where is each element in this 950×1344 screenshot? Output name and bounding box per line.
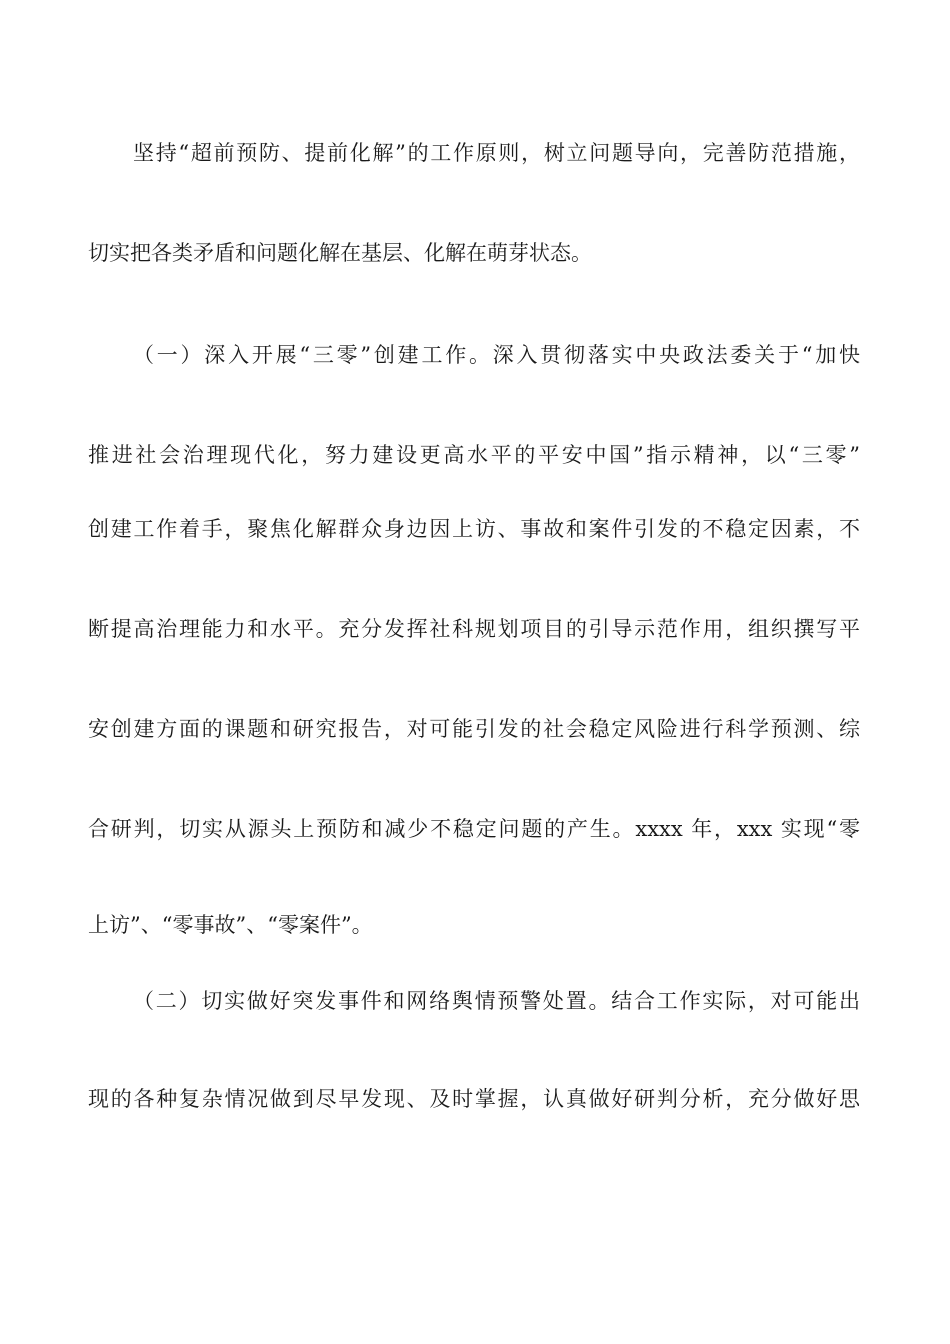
text-line: 合研判，切实从源头上预防和减少不稳定问题的产生。xxxx 年，xxx 实现“零 <box>88 817 860 841</box>
text-line: 上访”、“零事故”、“零案件”。 <box>88 913 373 937</box>
text-line: （一）深入开展“三零”创建工作。深入贯彻落实中央政法委关于“加快 <box>133 343 860 367</box>
text-line: 切实把各类矛盾和问题化解在基层、化解在萌芽状态。 <box>88 241 592 265</box>
text-line: 坚持“超前预防、提前化解”的工作原则，树立问题导向，完善防范措施， <box>133 141 860 165</box>
text-line: 安创建方面的课题和研究报告，对可能引发的社会稳定风险进行科学预测、综 <box>88 717 860 741</box>
text-line: 创建工作着手，聚焦化解群众身边因上访、事故和案件引发的不稳定因素，不 <box>88 517 860 541</box>
text-line: 推进社会治理现代化，努力建设更高水平的平安中国”指示精神，以“三零” <box>88 443 860 467</box>
text-line: 断提高治理能力和水平。充分发挥社科规划项目的引导示范作用，组织撰写平 <box>88 617 860 641</box>
text-line: 现的各种复杂情况做到尽早发现、及时掌握，认真做好研判分析，充分做好思 <box>88 1087 860 1111</box>
text-line: （二）切实做好突发事件和网络舆情预警处置。结合工作实际，对可能出 <box>133 989 860 1013</box>
